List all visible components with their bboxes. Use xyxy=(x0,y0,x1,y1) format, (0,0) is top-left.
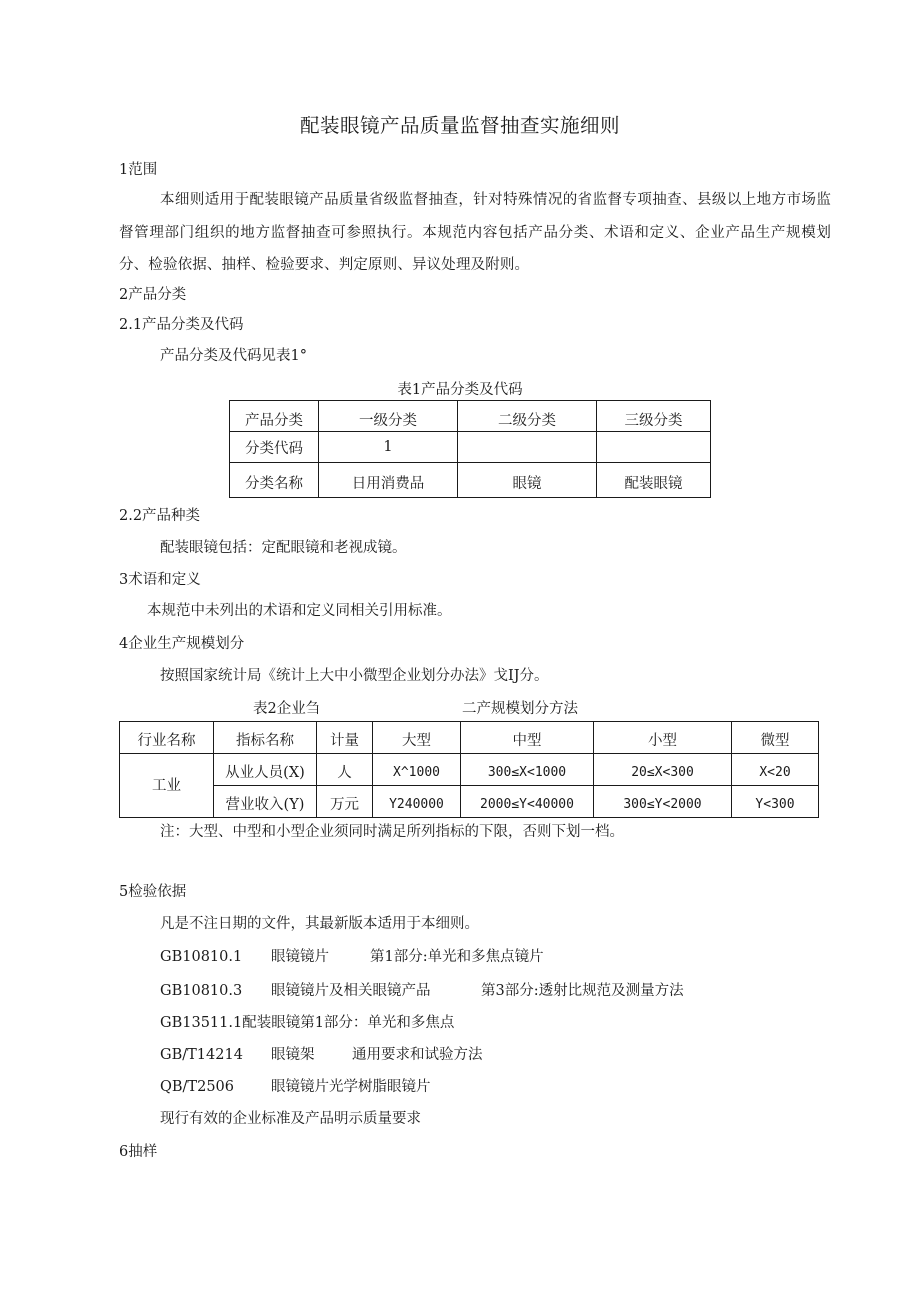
section-3-heading: 3术语和定义 xyxy=(119,572,201,588)
section-2-1-body: 产品分类及代码见表1° xyxy=(160,348,307,364)
table-cell: 300≤X<1000 xyxy=(461,754,594,786)
standard-part: 通用要求和试验方法 xyxy=(352,1047,483,1063)
table-cell: 眼镜 xyxy=(458,463,597,498)
table-cell: 从业人员(X) xyxy=(214,754,317,786)
section-1-body: 本细则适用于配装眼镜产品质量省级监督抽查，针对特殊情况的省监督专项抽查、县级以上地方市场监督管理部门组织的地方监督抽查可参照执行。本规范内容包括产品分类、术语和定义、企业产品生产规模划分、检验依据、抽样、检验要求、判定原则、异议处理及附则。 xyxy=(119,192,831,273)
standard-code: GB10810.3 xyxy=(160,983,243,999)
table-2-caption-right: 二产规模划分方法 xyxy=(462,701,578,717)
table-row xyxy=(120,754,819,786)
section-2-heading: 2产品分类 xyxy=(119,287,187,303)
table-row xyxy=(120,786,819,818)
standard-name: 眼镜镜片及相关眼镜产品 xyxy=(271,983,431,999)
section-6-heading: 6抽样 xyxy=(119,1144,158,1160)
table-row xyxy=(230,463,711,498)
table-cell: 2000≤Y<40000 xyxy=(461,786,594,818)
standard-code: GB13511.1配装眼镜第1部分：单光和多焦点 xyxy=(160,1015,455,1031)
table-cell: 日用消费品 xyxy=(319,463,458,498)
section-2-1-heading: 2.1产品分类及代码 xyxy=(119,317,244,333)
section-5-intro: 凡是不注日期的文件，其最新版本适用于本细则。 xyxy=(160,916,479,932)
document-title: 配装眼镜产品质量监督抽查实施细则 xyxy=(299,114,620,137)
table-cell: 20≤X<300 xyxy=(594,754,732,786)
table-cell: Y<300 xyxy=(732,786,819,818)
standard-part: 第1部分:单光和多焦点镜片 xyxy=(370,949,544,965)
industry-cell: 工业 xyxy=(120,754,214,818)
table-cell: 三级分类 xyxy=(597,401,711,432)
standard-code: GB/T14214 xyxy=(160,1047,243,1063)
table-row xyxy=(230,432,711,463)
table-cell xyxy=(458,432,597,463)
table-cell: X^1000 xyxy=(373,754,461,786)
section-2-2-heading: 2.2产品种类 xyxy=(119,508,201,524)
table-cell: 人 xyxy=(317,754,373,786)
standard-name: 眼镜镜片光学树脂眼镜片 xyxy=(271,1079,431,1095)
standard-code: GB10810.1 xyxy=(160,949,243,965)
table-cell xyxy=(597,432,711,463)
standard-name: 眼镜架 xyxy=(271,1047,315,1063)
table-cell: 1 xyxy=(319,432,458,463)
enterprise-scale-table xyxy=(119,721,819,818)
table-row xyxy=(120,722,819,754)
table-cell: 配装眼镜 xyxy=(597,463,711,498)
section-2-2-body: 配装眼镜包括：定配眼镜和老视成镜。 xyxy=(160,540,407,556)
table-2-note: 注：大型、中型和小型企业须同时满足所列指标的下限，否则下划一档。 xyxy=(160,824,624,840)
section-3-body: 本规范中未列出的术语和定义同相关引用标准。 xyxy=(147,603,452,619)
section-5-outro: 现行有效的企业标准及产品明示质量要求 xyxy=(160,1111,421,1127)
table-cell: 指标名称 xyxy=(214,722,317,754)
table-cell: X<20 xyxy=(732,754,819,786)
standard-name: 眼镜镜片 xyxy=(271,949,329,965)
table-2-caption-left: 表2企业刍 xyxy=(253,701,321,717)
standard-code: QB/T2506 xyxy=(160,1079,235,1095)
table-cell: 行业名称 xyxy=(120,722,214,754)
table-cell: 产品分类 xyxy=(230,401,319,432)
section-4-body: 按照国家统计局《统计上大中小微型企业划分办法》戈IJ分。 xyxy=(160,668,549,684)
table-cell: 中型 xyxy=(461,722,594,754)
product-classification-table xyxy=(229,400,711,498)
section-1-heading: 1范围 xyxy=(119,162,158,178)
table-cell: 微型 xyxy=(732,722,819,754)
table-cell: 分类名称 xyxy=(230,463,319,498)
table-row xyxy=(230,401,711,432)
table-cell: 万元 xyxy=(317,786,373,818)
table-cell: Y240000 xyxy=(373,786,461,818)
table-cell: 大型 xyxy=(373,722,461,754)
section-4-heading: 4企业生产规模划分 xyxy=(119,636,245,652)
table-cell: 300≤Y<2000 xyxy=(594,786,732,818)
table-cell: 营业收入(Y) xyxy=(214,786,317,818)
standard-part: 第3部分:透射比规范及测量方法 xyxy=(481,983,684,999)
table-cell: 小型 xyxy=(594,722,732,754)
table-cell: 一级分类 xyxy=(319,401,458,432)
table-1-caption: 表1产品分类及代码 xyxy=(397,382,523,398)
section-5-heading: 5检验依据 xyxy=(119,884,187,900)
table-cell: 二级分类 xyxy=(458,401,597,432)
table-cell: 计量 xyxy=(317,722,373,754)
table-cell: 分类代码 xyxy=(230,432,319,463)
